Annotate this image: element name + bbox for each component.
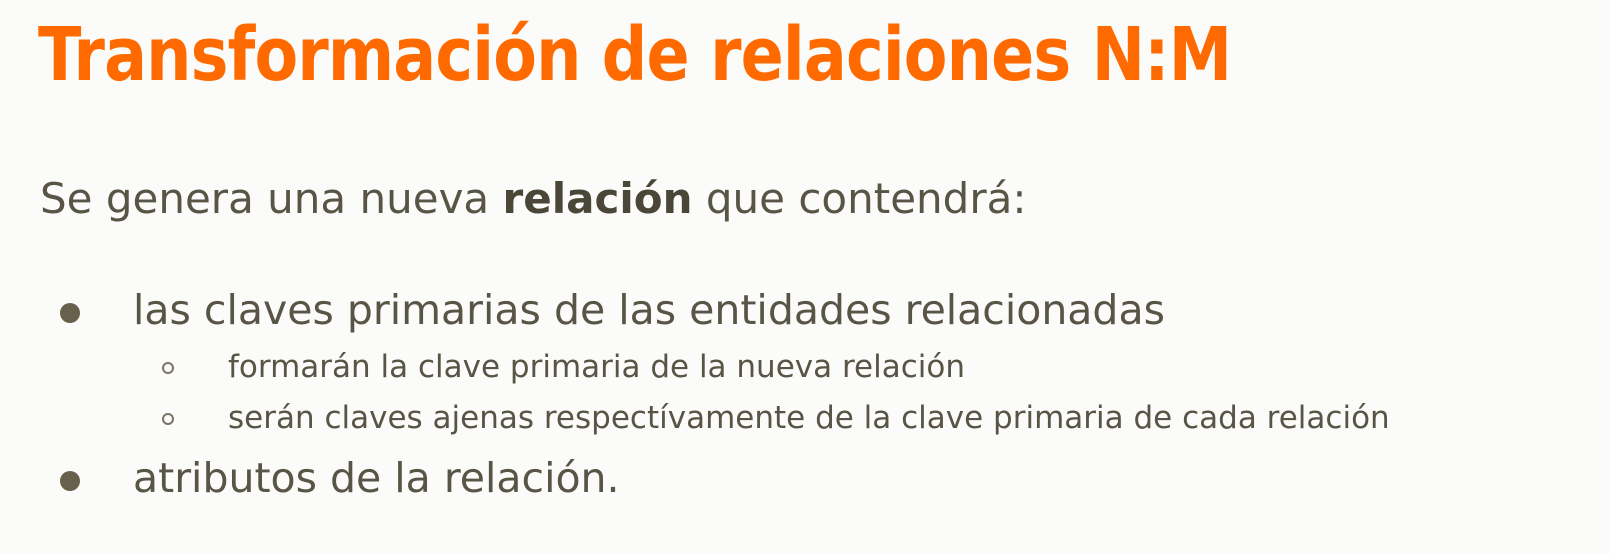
bullet-dot-icon	[60, 471, 80, 491]
intro-after: que contendrá:	[692, 174, 1027, 223]
bullet-text: las claves primarias de las entidades relacionadas	[133, 286, 1165, 334]
intro-bold-term: relación	[502, 174, 693, 223]
sub-item-text: formarán la clave primaria de la nueva relación	[228, 349, 965, 385]
intro-before: Se genera una nueva	[40, 174, 503, 223]
sub-bullet-ring-icon	[162, 362, 174, 374]
slide-title: Transformación de relaciones N:M	[38, 12, 1232, 98]
intro-text	[40, 174, 1027, 223]
sub-item-text: serán claves ajenas respectívamente de la clave primaria de cada relación	[228, 400, 1390, 436]
sub-bullet-ring-icon	[162, 413, 174, 425]
bullet-dot-icon	[60, 303, 80, 323]
bullet-text: atributos de la relación.	[133, 454, 620, 502]
